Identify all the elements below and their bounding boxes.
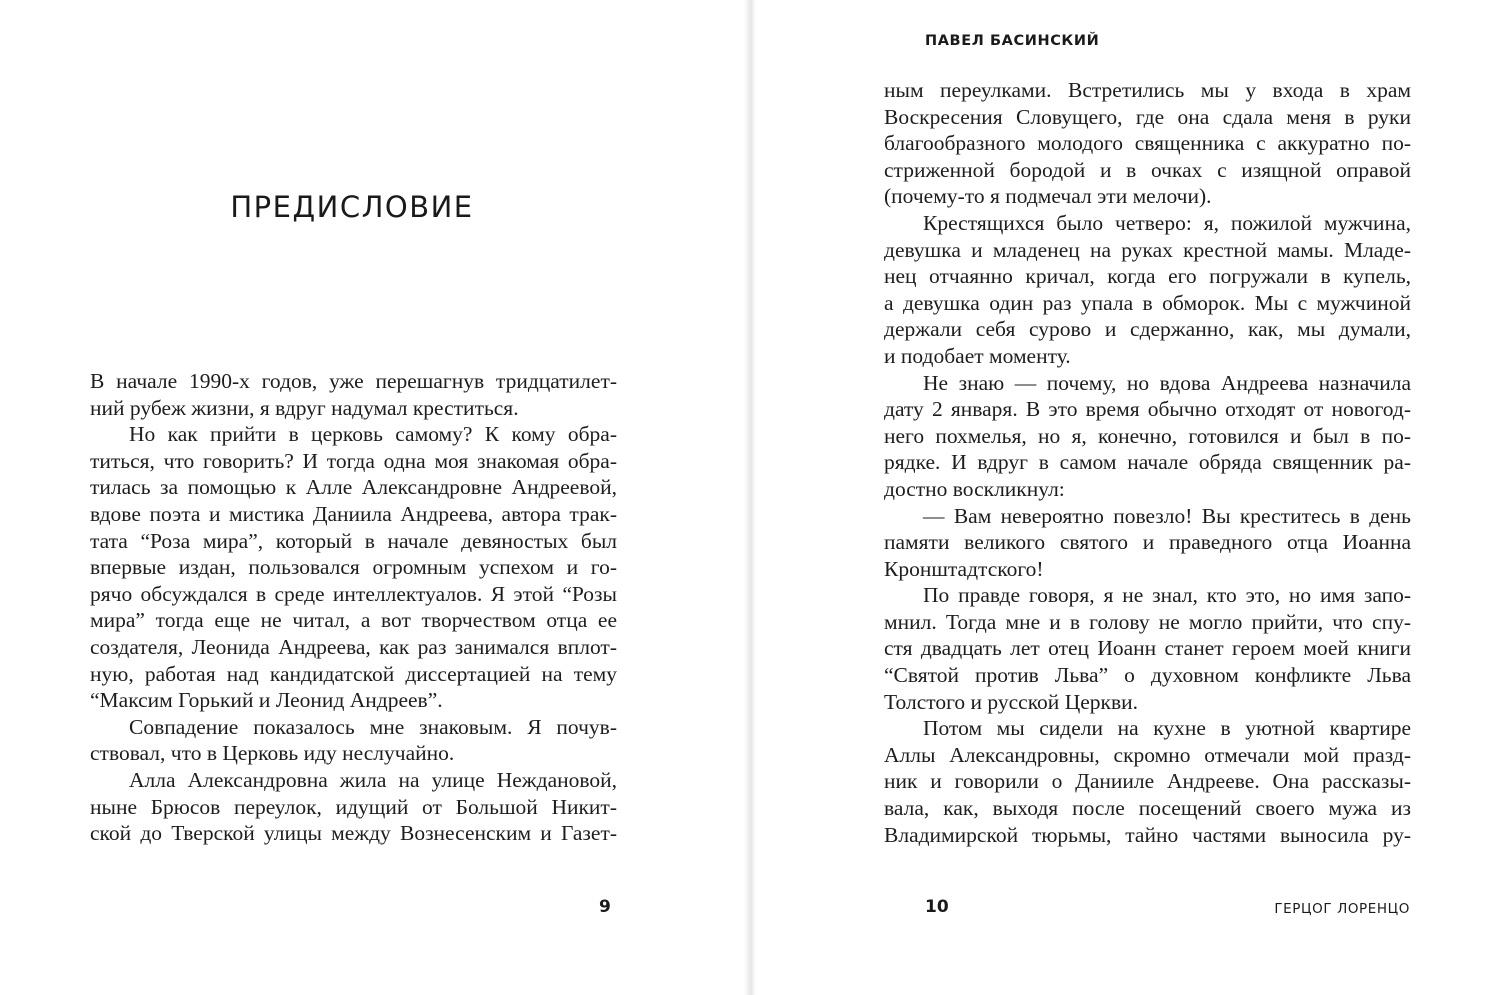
text-line: “Святой против Льва” о духовном конфликте Льва [884,663,1411,688]
text-line: ным переулками. Встретились мы у входа в храм [884,78,1411,102]
text-line: Крестящихся было четверо: я, пожилой мужчина, [923,210,1411,235]
text-line: мнил. Тогда мне и в голову не могло прийти, что спу- [884,609,1411,634]
text-line: В начале 1990-х годов, уже перешагнув тридцатилет- [90,369,617,393]
running-foot-title: ГЕРЦОГ ЛОРЕНЦО [1274,901,1410,917]
text-line: Воскресения Словущего, где она сдала меня в руки [884,104,1411,129]
text-line: стриженной бородой и в очках с изящной оправой [884,157,1411,182]
text-line: а девушка один раз упала в обморок. Мы с мужчиной [884,290,1411,315]
page-number-right: 10 [925,897,949,917]
chapter-title: ПРЕДИСЛОВИЕ [230,190,474,224]
right-page-text [884,77,1411,848]
text-line: него похмелья, но я, конечно, готовился и был в по- [884,423,1411,448]
text-line: мира” тогда еще не читал, а вот творчеством отца ее [90,608,617,633]
text-line: ствовал, что в Церковь иду неслучайно. [90,741,455,766]
text-line: Алла Александровна жила на улице Неждановой, [129,767,617,792]
text-line: девушка и младенец на руках крестной мамы. Младе- [884,237,1411,262]
text-line: Кронштадтского! [884,556,1044,581]
text-line: нец отчаянно кричал, когда его погружали в купель, [884,264,1411,289]
text-line: Толстого и русской Церкви. [884,689,1138,714]
text-line: достно воскликнул: [884,476,1065,501]
page-number-left: 9 [599,897,611,917]
text-line: ную, работая над кандидатской диссертацией на тему [90,661,617,686]
text-line: Потом мы сидели на кухне в уютной квартире [923,716,1411,741]
text-line: — Вам невероятно повезло! Вы креститесь в день [923,503,1411,528]
text-line: Но как прийти в церковь самому? К кому обра- [129,422,617,447]
text-line: титься, что говорить? И тогда одна моя знакомая обра- [90,448,617,473]
text-line: тилась за помощью к Алле Александровне Андреевой, [90,475,617,500]
text-line: Не знаю — почему, но вдова Андреева назначила [923,370,1411,395]
text-line: Владимирской тюрьмы, тайно частями выносила ру- [884,822,1411,847]
text-line: держали себя сурово и сдержанно, как, мы думали, [884,317,1411,342]
left-page-text [90,368,617,847]
text-line: впервые издан, пользовался огромным успехом и го- [90,555,617,580]
text-line: Аллы Александровны, скромно отмечали мой празд- [884,742,1411,767]
text-line: создателя, Леонида Андреева, как раз занимался вплот- [90,634,617,659]
text-line: стя двадцать лет отец Иоанн станет героем моей книги [884,636,1411,661]
text-line: ской до Тверской улицы между Вознесенским и Газет- [90,821,617,846]
running-head-author: ПАВЕЛ БАСИНСКИЙ [925,33,1100,49]
text-line: ний рубеж жизни, я вдруг надумал креститься. [90,395,519,420]
text-line: рячо обсуждался в среде интеллектуалов. Я этой “Розы [90,581,617,606]
text-line: Совпадение показалось мне знаковым. Я почув- [129,714,617,739]
text-line: ныне Брюсов переулок, идущий от Большой Никит- [90,794,617,819]
text-line: По правде говоря, я не знал, кто это, но имя запо- [923,583,1411,608]
text-line: “Максим Горький и Леонид Андреев”. [90,688,443,713]
text-line: вдове поэта и мистика Даниила Андреева, автора трак- [90,501,617,526]
text-line: тата “Роза мира”, который в начале девяностых был [90,528,617,553]
text-line: ник и говорили о Данииле Андрееве. Она рассказы- [884,769,1411,794]
book-gutter [744,0,756,995]
text-line: (почему-то я подмечал эти мелочи). [884,184,1212,209]
text-line: дату 2 января. В это время обычно отходят от новогод- [884,397,1411,422]
text-line: рядке. И вдруг в самом начале обряда священник ра- [884,450,1411,475]
text-line: благообразного молодого священника с аккуратно по- [884,131,1411,156]
text-line: и подобает моменту. [884,343,1071,368]
text-line: вала, как, выходя после посещений своего мужа из [884,796,1411,821]
text-line: памяти великого святого и праведного отца Иоанна [884,530,1411,555]
